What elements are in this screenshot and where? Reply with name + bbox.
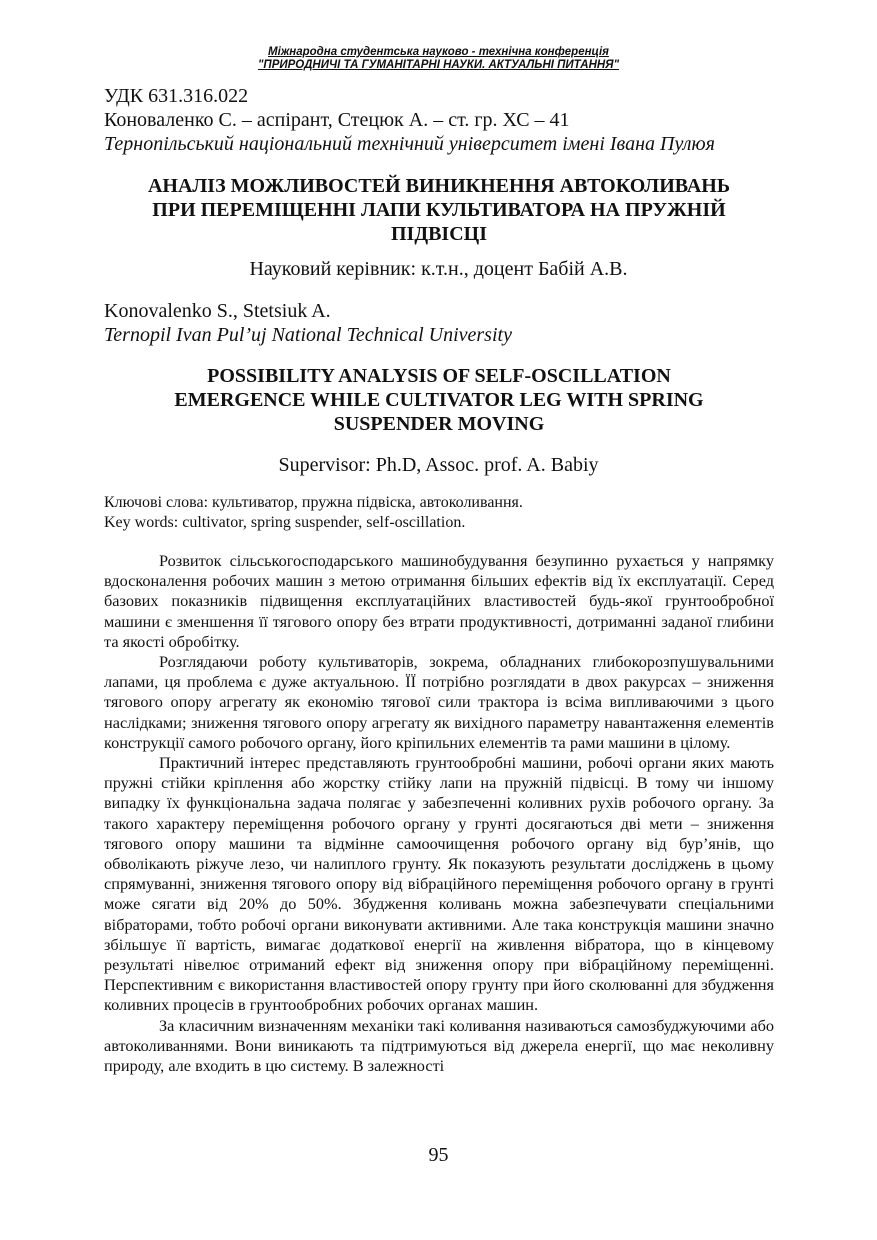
paragraph: Практичний інтерес представляють грунтообробні машини, робочі органи яких мають пружні стійки кріплення або жорстку стійку лапи на пружній підвісці. В тому чи іншому випадку їх функціональна задача полягає у забезпеченні коливних рухів робочого органу. За такого характеру переміщення робочого органу у грунті досягаються дві мети – зниження тягового опору машини та відмінне самоочищення робочого органу від бур’янів, що обволікають ріжуче лезо, чи налиплого грунту. Як показують результати досліджень в цьому спрямуванні, зниження тягового опору від вібраційного переміщення робочого органу в грунті може сягати від 20% до 50%. Збудження коливань можна забезпечувати спеціальними вібраторами, тобто робочі органи виконувати активними. Але така конструкція машини значно збільшує її вартість, вимагає додаткової енергії на живлення вібратора, що в кінцевому результаті нівелює отриманий ефект від зниження опору при вібраційному переміщенні. Перспективним є використання властивостей опору грунту при його сколюванні для збудження коливних процесів в грунтообробних робочих органах машин. [104,753,774,1015]
udk-code: УДК 631.316.022 [104,85,249,107]
title-en-line: SUSPENDER MOVING [333,413,545,435]
university-en: Ternopil Ivan Pul’uj National Technical University [104,324,512,346]
body-text [104,551,774,1076]
keywords-en: Key words: cultivator, spring suspender, self-oscillation. [104,514,466,531]
paragraph: За класичним визначенням механіки такі коливання називаються самозбуджуючими або автоколиваннями. Вони виникають та підтримуються від джерела енергії, що має неколивну природу, але входить в цю систему. В залежності [104,1015,774,1076]
title-uk-line: ПІДВІСЦІ [390,223,487,245]
conference-header [0,46,877,72]
page-number: 95 [428,1144,449,1166]
conference-topic: "ПРИРОДНИЧІ ТА ГУМАНІТАРНІ НАУКИ. АКТУАЛЬНІ ПИТАННЯ" [257,59,620,71]
authors-uk: Коноваленко С. – аспірант, Стецюк А. – ст. гр. ХС – 41 [104,109,570,131]
paragraph: Розвиток сільськогосподарського машинобудування безупинно рухається у напрямку вдосконалення робочих машин з метою отримання більших ефектів від їх експлуатації. Серед базових показників підвищення експлуатаційних властивостей будь-якої грунтообробної машини є зменшення її тягового опору без втрати продуктивності, дотриманні заданої глибини та якості обробітку. [104,551,774,651]
keywords-uk: Ключові слова: культиватор, пружна підвіска, автоколивання. [104,494,523,511]
title-en-line: EMERGENCE WHILE CULTIVATOR LEG WITH SPRING [174,389,704,411]
authors-en: Konovalenko S., Stetsiuk A. [104,300,331,322]
conference-name: Міжнародна студентська науково - технічна конференція [268,46,609,58]
title-uk-line: АНАЛІЗ МОЖЛИВОСТЕЙ ВИНИКНЕННЯ АВТОКОЛИВАНЬ [147,175,731,197]
supervisor-en: Supervisor: Ph.D, Assoc. prof. A. Babiy [278,454,599,476]
title-en-line: POSSIBILITY ANALYSIS OF SELF-OSCILLATION [207,365,671,387]
title-en [104,364,774,436]
title-uk [104,174,774,246]
title-uk-line: ПРИ ПЕРЕМІЩЕННІ ЛАПИ КУЛЬТИВАТОРА НА ПРУЖНІЙ [152,199,726,221]
paragraph: Розглядаючи роботу культиваторів, зокрема, обладнаних глибокорозпушувальними лапами, ця проблема є дуже актуальною. ЇЇ потрібно розглядати в двох ракурсах – зниження тягового опору агрегату як економію тягової сили трактора із всіма випливаючими з цього наслідками; зниження тягового опору агрегату як вихідного параметру навантаження елементів конструкції самого робочого органу, його кріпильних елементів та рами машини в цілому. [104,652,774,752]
supervisor-uk: Науковий керівник: к.т.н., доцент Бабій А.В. [249,258,628,280]
university-uk: Тернопільський національний технічний університет імені Івана Пулюя [104,133,715,155]
